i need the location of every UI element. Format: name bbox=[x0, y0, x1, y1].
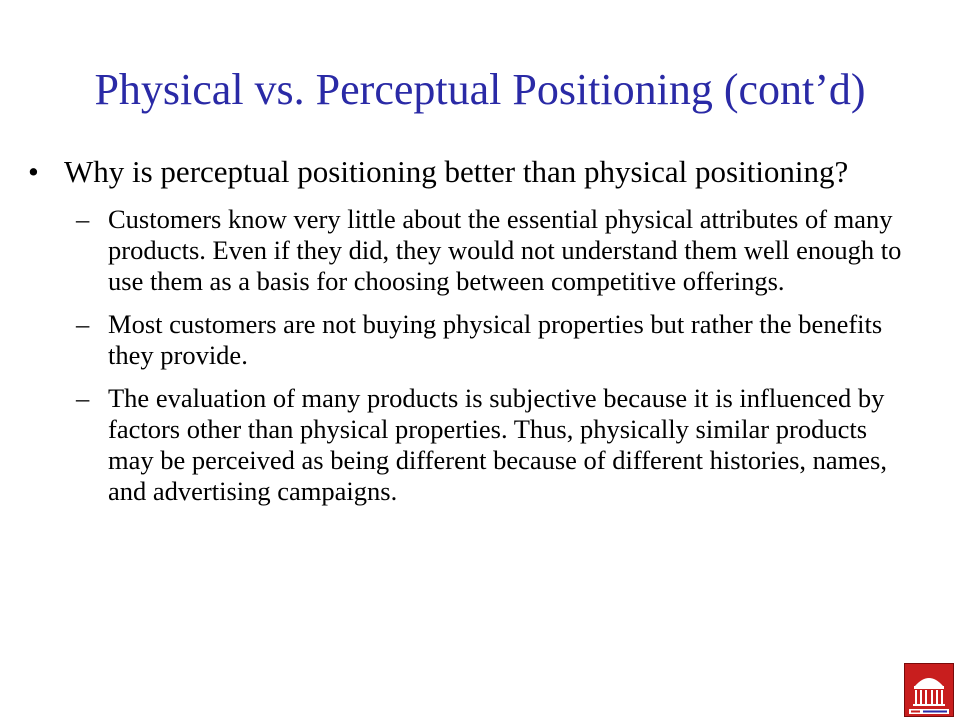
mit-sloan-dome-icon bbox=[905, 664, 953, 716]
mit-sloan-logo bbox=[904, 663, 954, 717]
sub-bullet-item bbox=[76, 204, 908, 297]
bullet-marker: • bbox=[28, 154, 39, 189]
bullet-list bbox=[28, 152, 908, 519]
sub-bullet-text: Most customers are not buying physical properties but rather the benefits they provide. bbox=[108, 309, 883, 370]
slide-title: Physical vs. Perceptual Positioning (cont’d) bbox=[94, 65, 866, 114]
sub-bullet-item bbox=[76, 309, 908, 371]
sub-bullet-text: The evaluation of many products is subjective because it is influenced by factors other than physical properties. Thus, physically similar products may be perceived as being different because of different histories, names, and advertising campaigns. bbox=[108, 383, 887, 506]
sub-bullet-marker: – bbox=[76, 383, 90, 413]
bullet-text: Why is perceptual positioning better than physical positioning? bbox=[64, 154, 849, 189]
sub-bullet-marker: – bbox=[76, 309, 90, 339]
sub-bullet-item bbox=[76, 383, 908, 507]
sub-bullet-text: Customers know very little about the essential physical attributes of many products. Even if they did, they would not understand them well enough to use them as a basis for choosing between competitive offerings. bbox=[108, 204, 902, 296]
sub-bullet-list bbox=[28, 204, 908, 507]
sub-bullet-marker: – bbox=[76, 204, 90, 234]
bullet-item bbox=[28, 152, 908, 192]
